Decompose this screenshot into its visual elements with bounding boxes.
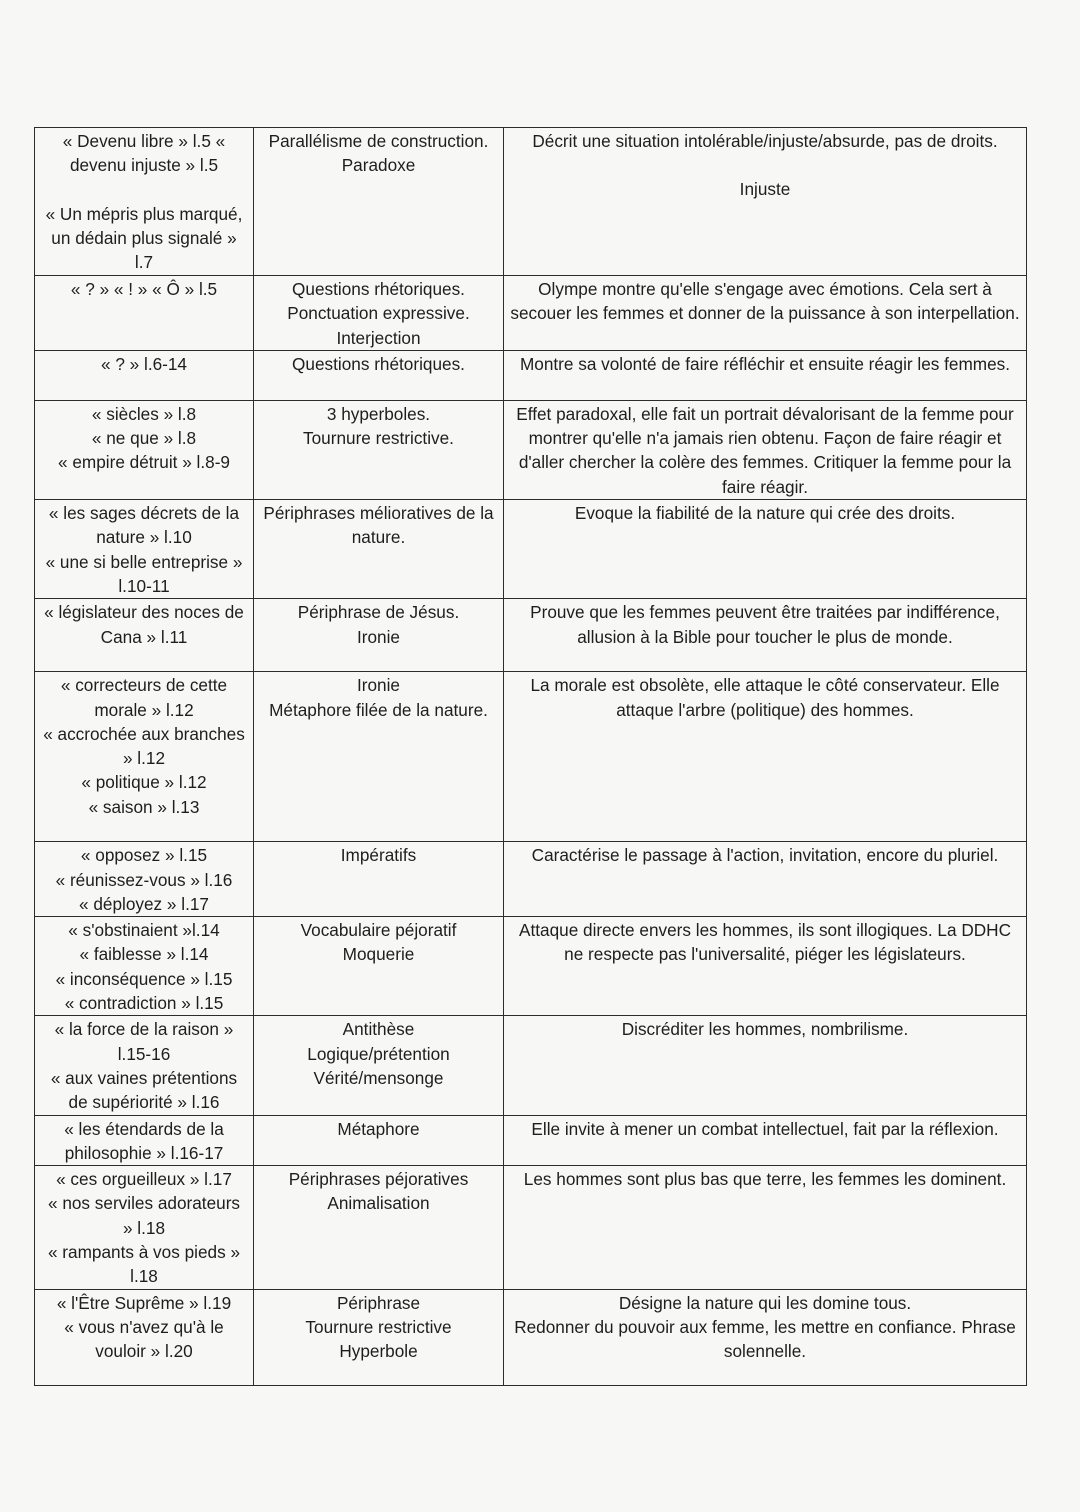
quote-cell: « ces orgueilleux » l.17 « nos serviles adorateurs » l.18 « rampants à vos pieds » l.18 [35, 1166, 254, 1289]
quote-cell: « législateur des noces de Cana » l.11 [35, 599, 254, 672]
quote-cell: « les étendards de la philosophie » l.16-17 [35, 1115, 254, 1166]
quote-cell: « ? » l.6-14 [35, 350, 254, 400]
effect-cell: Montre sa volonté de faire réfléchir et ensuite réagir les femmes. [504, 350, 1027, 400]
table-row [35, 672, 1027, 842]
table-row [35, 1115, 1027, 1166]
figure-cell: Antithèse Logique/prétention Vérité/mensonge [254, 1016, 504, 1115]
figure-cell: Périphrase Tournure restrictive Hyperbole [254, 1289, 504, 1385]
table-row [35, 599, 1027, 672]
effect-cell: Prouve que les femmes peuvent être traitées par indifférence, allusion à la Bible pour toucher le plus de monde. [504, 599, 1027, 672]
effect-text: Injuste [739, 179, 791, 200]
quote-cell: « correcteurs de cette morale » l.12 « accrochée aux branches » l.12 « politique » l.12 « saison » l.13 [35, 672, 254, 842]
table-row [35, 917, 1027, 1016]
quote-cell: « opposez » l.15 « réunissez-vous » l.16 « déployez » l.17 [35, 842, 254, 917]
table-row [35, 842, 1027, 917]
table-row [35, 350, 1027, 400]
table-row [35, 128, 1027, 276]
figure-cell: Périphrases mélioratives de la nature. [254, 500, 504, 599]
effect-cell: Evoque la fiabilité de la nature qui crée des droits. [504, 500, 1027, 599]
quote-cell: « la force de la raison » l.15-16 « aux vaines prétentions de supériorité » l.16 [35, 1016, 254, 1115]
quote-text: « Un mépris plus marqué, un dédain plus signalé » l.7 [45, 203, 243, 273]
table-row [35, 500, 1027, 599]
effect-cell: Effet paradoxal, elle fait un portrait dévalorisant de la femme pour montrer qu'elle n'a jamais rien obtenu. Façon de faire réagir et d'aller chercher la colère des femmes. Critiquer la femme pour la faire réagir. [504, 400, 1027, 499]
figure-cell: Questions rhétoriques. [254, 350, 504, 400]
quote-cell [35, 128, 254, 276]
effect-text: Décrit une situation intolérable/injuste/absurde, pas de droits. [532, 131, 998, 151]
effect-cell [504, 128, 1027, 276]
figure-cell: Périphrases péjoratives Animalisation [254, 1166, 504, 1289]
quote-cell: « l'Être Suprême » l.19 « vous n'avez qu'à le vouloir » l.20 [35, 1289, 254, 1385]
figure-cell: Ironie Métaphore filée de la nature. [254, 672, 504, 842]
analysis-table [34, 127, 1027, 1386]
figure-cell: 3 hyperboles. Tournure restrictive. [254, 400, 504, 499]
quote-cell: « les sages décrets de la nature » l.10 « une si belle entreprise » l.10-11 [35, 500, 254, 599]
table-row [35, 1016, 1027, 1115]
effect-cell: Caractérise le passage à l'action, invitation, encore du pluriel. [504, 842, 1027, 917]
figure-cell: Périphrase de Jésus. Ironie [254, 599, 504, 672]
effect-cell: Attaque directe envers les hommes, ils sont illogiques. La DDHC ne respecte pas l'universalité, piéger les législateurs. [504, 917, 1027, 1016]
quote-text: « Devenu libre » l.5 « devenu injuste » l.5 [62, 131, 226, 176]
quote-cell: « s'obstinaient »l.14 « faiblesse » l.14 « inconséquence » l.15 « contradiction » l.15 [35, 917, 254, 1016]
figure-cell: Parallélisme de construction. Paradoxe [254, 128, 504, 276]
figure-cell: Impératifs [254, 842, 504, 917]
quote-cell: « ? » « ! » « Ô » l.5 [35, 276, 254, 351]
quote-cell: « siècles » l.8 « ne que » l.8 « empire détruit » l.8-9 [35, 400, 254, 499]
figure-cell: Métaphore [254, 1115, 504, 1166]
effect-cell: Olympe montre qu'elle s'engage avec émotions. Cela sert à secouer les femmes et donner de la puissance à son interpellation. [504, 276, 1027, 351]
effect-cell: Les hommes sont plus bas que terre, les femmes les dominent. [504, 1166, 1027, 1289]
effect-cell: Elle invite à mener un combat intellectuel, fait par la réflexion. [504, 1115, 1027, 1166]
effect-cell: La morale est obsolète, elle attaque le côté conservateur. Elle attaque l'arbre (politique) des hommes. [504, 672, 1027, 842]
table-row [35, 1289, 1027, 1385]
effect-cell: Discréditer les hommes, nombrilisme. [504, 1016, 1027, 1115]
figure-cell: Questions rhétoriques. Ponctuation expressive. Interjection [254, 276, 504, 351]
table-row [35, 276, 1027, 351]
figure-cell: Vocabulaire péjoratif Moquerie [254, 917, 504, 1016]
table-row [35, 400, 1027, 499]
effect-cell: Désigne la nature qui les domine tous. Redonner du pouvoir aux femme, les mettre en confiance. Phrase solennelle. [504, 1289, 1027, 1385]
table-row [35, 1166, 1027, 1289]
